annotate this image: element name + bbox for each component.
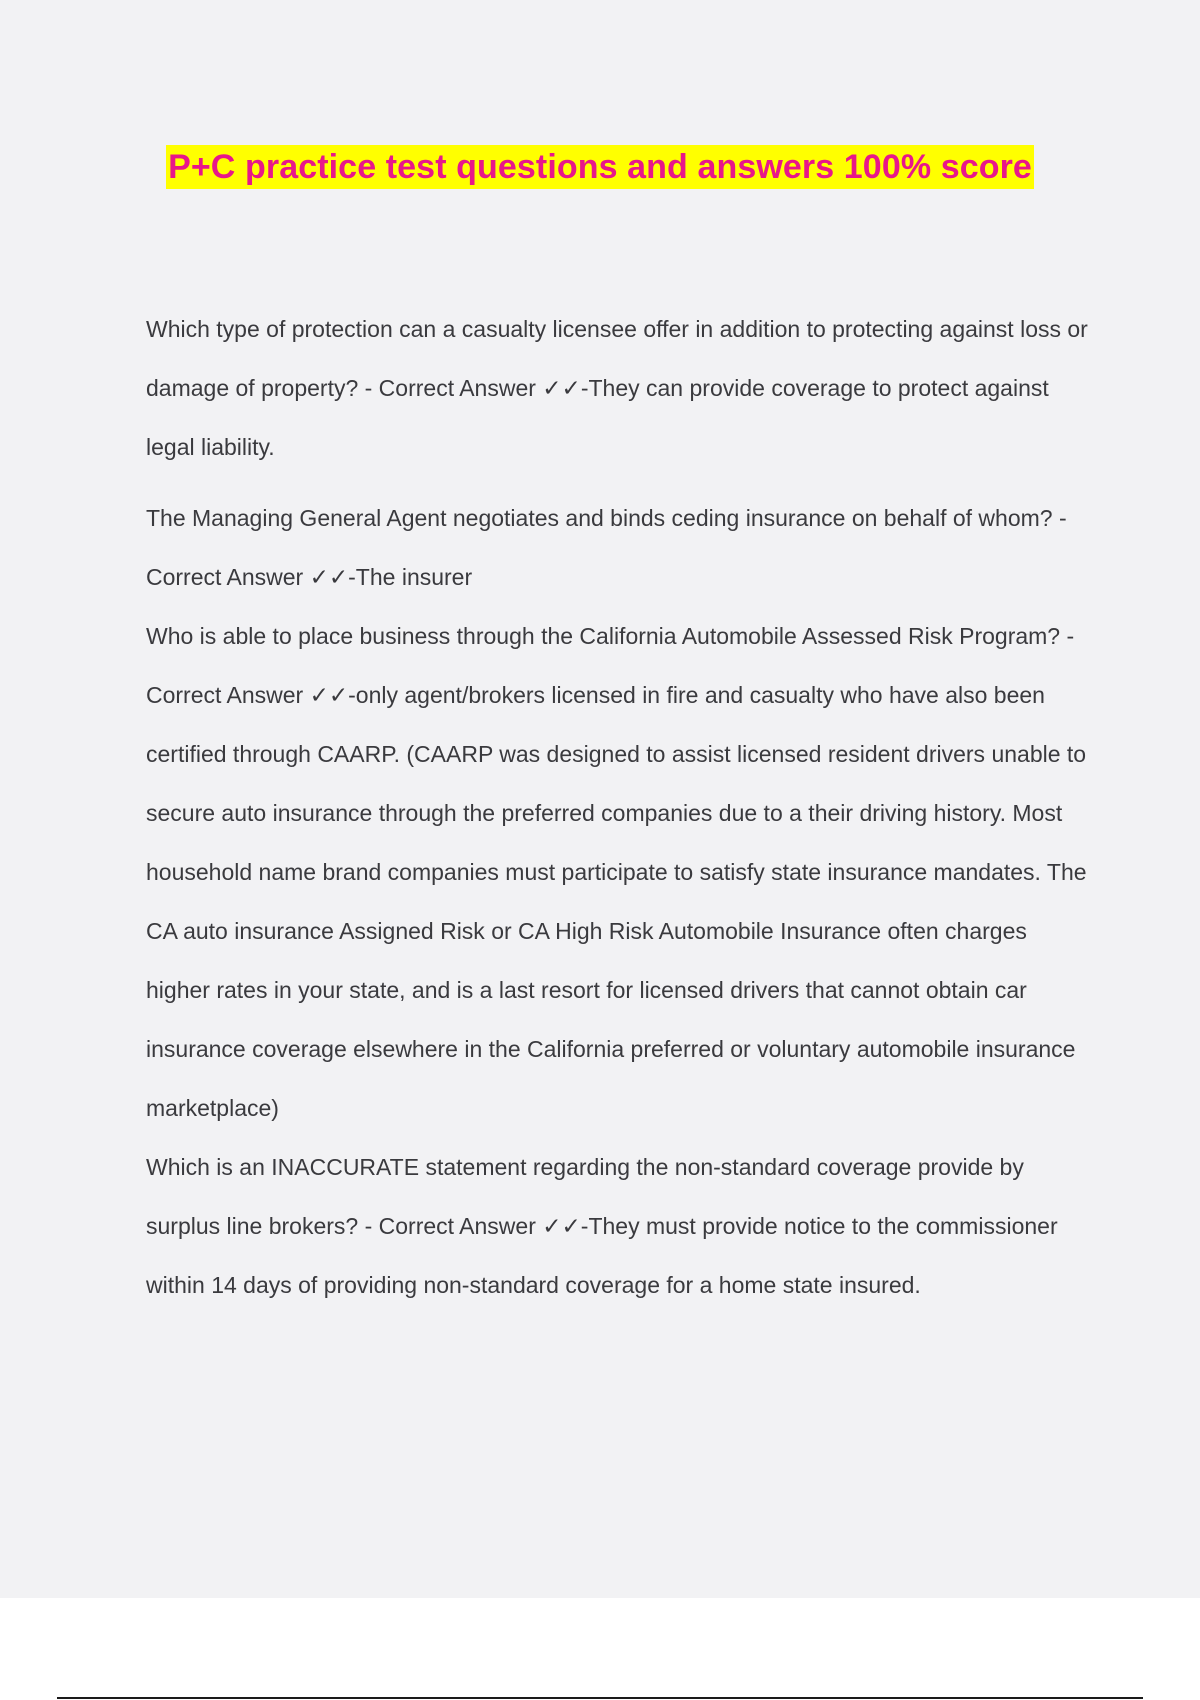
qa-item: The Managing General Agent negotiates and binds ceding insurance on behalf of whom? - Correct Answer ✓✓-The insurer (146, 505, 1067, 590)
footer-divider (57, 1697, 1143, 1699)
qa-content (146, 300, 1096, 1315)
qa-item: Which is an INACCURATE statement regarding the non-standard coverage provide by surplus line brokers? - Correct Answer ✓✓-They must provide notice to the commissioner within 14 days of providing non-standard coverage for a home state insured. (146, 1154, 1058, 1298)
title-wrapper (0, 145, 1200, 189)
qa-item: Which type of protection can a casualty licensee offer in addition to protecting against loss or damage of property? - Correct Answer ✓✓-They can provide coverage to protect against legal liability. (146, 316, 1088, 460)
document-title: P+C practice test questions and answers 100% score (166, 145, 1034, 189)
qa-item: Who is able to place business through the California Automobile Assessed Risk Program? - Correct Answer ✓✓-only agent/brokers licensed in fire and casualty who have also been certified through CAARP. (CAARP was designed to assist licensed resident drivers unable to secure auto insurance through the preferred companies due to a their driving history. Most household name brand companies must participate to satisfy state insurance mandates. The CA auto insurance Assigned Risk or CA High Risk Automobile Insurance often charges higher rates in your state, and is a last resort for licensed drivers that cannot obtain car insurance coverage elsewhere in the California preferred or voluntary automobile insurance marketplace) (146, 623, 1087, 1121)
